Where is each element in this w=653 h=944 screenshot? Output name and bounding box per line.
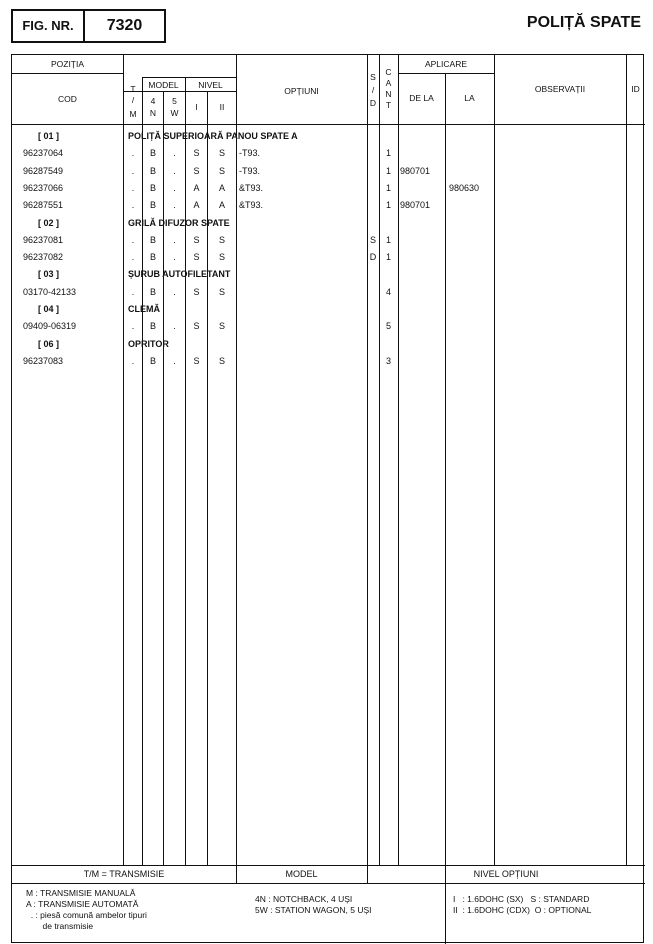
section-number: [ 01 ] [38,131,60,141]
cell-cant: 1 [385,252,391,263]
section-row [12,301,645,318]
cell-cant: 4 [385,286,391,297]
col-observatii: OBSERVAȚII [534,84,586,94]
divider [398,73,494,74]
cell-tm: . [131,234,135,245]
cell-dela: 980701 [400,200,431,211]
section-number: [ 03 ] [38,269,60,280]
cell-n2: S [218,286,225,297]
legend-divider [12,865,645,866]
legend-model-title: MODEL [285,869,318,879]
cell-cant: 1 [385,182,391,193]
col-nivel: NIVEL [198,80,223,90]
cell-cant: 1 [385,165,391,176]
cell-tm: . [131,321,135,332]
col-id: ID [631,84,640,94]
section-row [12,215,645,232]
col-model-w: W [170,108,179,118]
cell-m5: . [173,200,176,211]
cell-tm: . [131,286,135,297]
col-tm-bot: M [129,109,137,119]
legend-nivel-line: I : 1.6DOHC (SX) S : STANDARD [453,894,590,904]
legend-model-line: 5W : STATION WAGON, 5 UȘI [255,905,372,915]
col-model-n: N [149,108,157,118]
figure-label: FIG. NR. [13,11,85,41]
col-cant-n: N [385,89,392,99]
col-la: LA [464,93,475,103]
header-divider [12,124,645,125]
col-cod: COD [58,94,77,104]
cell-m5: . [173,286,176,297]
cell-n1: A [193,200,200,211]
legend-tm-title: T/M = TRANSMISIE [83,869,165,879]
cell-n1: S [193,252,200,263]
cell-m5: . [173,148,176,159]
cell-n2: S [218,148,225,159]
cell-m5: . [173,252,176,263]
section-name: OPRITOR [128,338,169,349]
cell-cod: 09409-06319 [23,321,77,332]
cell-m4: B [149,252,156,263]
cell-cant: 1 [385,200,391,211]
col-tm-top: T [130,84,136,94]
cell-cod: 96287551 [23,200,64,211]
col-tm-mid: / [131,95,135,105]
cell-opt: -T93. [239,165,261,176]
section-row [12,128,645,145]
cell-tm: . [131,148,135,159]
cell-m5: . [173,321,176,332]
divider [142,77,236,78]
page-title: POLIȚĂ SPATE [526,14,641,31]
cell-n1: A [193,182,200,193]
cell-tm: . [131,182,135,193]
table-row [12,145,645,162]
table-row [12,197,645,214]
table-row [12,284,645,301]
legend-tm-line: M : TRANSMISIE MANUALĂ [26,888,136,898]
cell-n2: S [218,355,225,366]
cell-sd: S [369,234,376,245]
cell-n1: S [193,355,200,366]
section-number: [ 04 ] [38,304,60,314]
section-name: ȘURUB AUTOFILETANT [128,269,231,280]
cell-n1: S [193,234,200,245]
col-sd-d: D [369,98,377,108]
table-row [12,180,645,197]
col-nivel-1: I [195,102,198,112]
cell-n2: A [218,182,225,193]
col-model-4: 4 [150,96,156,106]
cell-tm: . [131,165,135,176]
cell-cant: 1 [385,234,391,245]
cell-n1: S [193,321,200,332]
cell-cant: 3 [385,355,391,366]
cell-n1: S [193,286,200,297]
cell-cod: 03170-42133 [23,286,77,297]
cell-m4: B [149,165,156,176]
cell-cod: 96287549 [23,165,64,176]
cell-m5: . [173,182,176,193]
cell-n2: S [218,321,225,332]
cell-m4: B [149,182,156,193]
cell-opt: -T93. [239,148,261,159]
cell-m5: . [173,165,176,176]
section-row [12,336,645,353]
col-de-la: DE LA [409,93,434,103]
figure-number-box [11,9,166,43]
cell-n1: S [193,165,200,176]
cell-opt: &T93. [239,200,264,211]
cell-opt: &T93. [239,182,264,193]
cell-m4: B [149,321,156,332]
cell-cod: 96237064 [23,148,64,159]
cell-la: 980630 [449,182,480,193]
col-pozitia: POZIȚIA [50,59,85,69]
col-sd-s: S [370,72,376,82]
section-name: POLIȚĂ SUPERIOARĂ PANOU SPATE A [128,131,298,141]
cell-cod: 96237066 [23,182,64,193]
parts-table [11,54,644,943]
cell-cant: 1 [385,148,391,159]
cell-m4: B [149,234,156,245]
cell-tm: . [131,355,135,366]
cell-sd: D [369,252,377,263]
legend-nivel-title: NIVEL OPȚIUNI [473,869,539,879]
table-row [12,318,645,335]
col-model: MODEL [148,80,179,90]
cell-n1: S [193,148,200,159]
legend-tm-line: de transmisie [26,921,94,931]
table-row [12,232,645,249]
cell-n2: S [218,234,225,245]
cell-n2: S [218,165,225,176]
col-optiuni: OPȚIUNI [284,86,319,96]
cell-tm: . [131,252,135,263]
cell-n2: S [218,252,225,263]
table-row [12,163,645,180]
cell-m4: B [149,200,156,211]
legend-divider [12,883,645,884]
cell-m5: . [173,234,176,245]
cell-m4: B [149,148,156,159]
col-sd-slash: / [371,85,375,95]
cell-cod: 96237082 [23,252,64,263]
cell-m5: . [173,355,176,366]
cell-m4: B [149,286,156,297]
section-name: CLEMĂ [128,304,160,314]
figure-number: 7320 [106,17,143,34]
section-number: [ 02 ] [38,217,60,228]
cell-cod: 96237081 [23,234,64,245]
table-row [12,353,645,370]
cell-cod: 96237083 [23,355,64,366]
legend-tm-line: . : piesă comună ambelor tipuri [26,910,147,920]
cell-n2: A [218,200,225,211]
section-row [12,266,645,283]
cell-cant: 5 [385,321,391,332]
col-model-5: 5 [172,96,177,106]
col-aplicare: APLICARE [424,59,468,69]
table-row [12,249,645,266]
legend-nivel-line: II : 1.6DOHC (CDX) O : OPTIONAL [453,905,592,915]
cell-tm: . [131,200,135,211]
divider [12,73,123,74]
cell-dela: 980701 [400,165,431,176]
col-cant-c: C [385,67,392,77]
section-number: [ 06 ] [38,338,60,349]
cell-m4: B [149,355,156,366]
section-name: GRILĂ DIFUZOR SPATE [128,217,230,228]
col-cant-t: T [385,100,392,110]
legend-model-line: 4N : NOTCHBACK, 4 UȘI [255,894,353,904]
legend-tm-line: A : TRANSMISIE AUTOMATĂ [26,899,139,909]
col-nivel-2: II [219,102,225,112]
col-cant-a: A [385,78,392,88]
